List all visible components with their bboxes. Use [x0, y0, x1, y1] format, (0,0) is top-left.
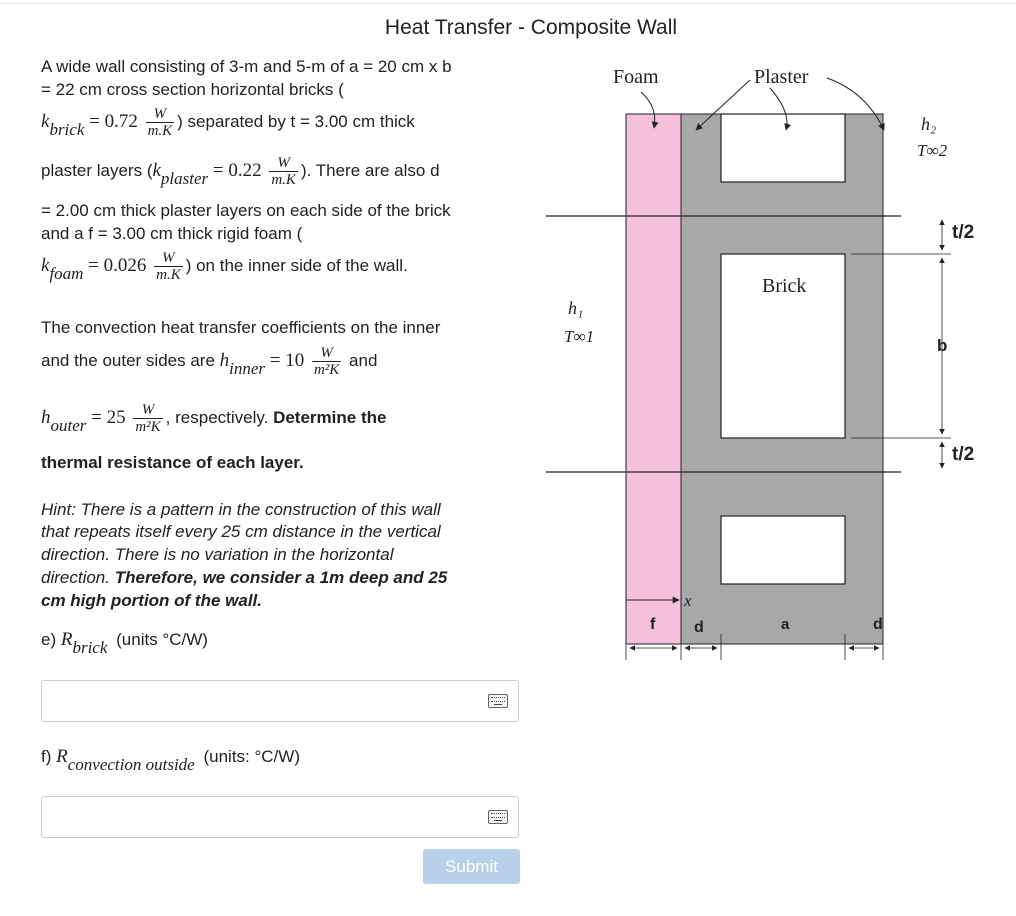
d-dimension-label-right: d	[873, 616, 883, 633]
unit-fraction: $\frac{W}{m.K}$	[147, 106, 173, 139]
h-outer-value: = 25	[91, 406, 126, 428]
part-e-answer-input[interactable]	[41, 680, 519, 722]
t-inf-2-label: T∞2	[917, 141, 948, 160]
keyboard-icon[interactable]	[488, 810, 508, 824]
t-inf-1-label: T∞1	[564, 327, 595, 346]
hint-line-1: Hint: There is a pattern in the construction of this wall	[41, 500, 441, 519]
brick-top	[721, 114, 845, 182]
problem-line-2: = 22 cm cross section horizontal bricks (	[41, 80, 344, 99]
page-title: Heat Transfer - Composite Wall	[384, 16, 678, 39]
brick-bottom	[721, 516, 845, 584]
h-inner-value: = 10	[269, 349, 305, 371]
problem-line-8: The convection heat transfer coefficients on the inner	[41, 318, 441, 337]
unit-fraction-m2k: $\frac{W}{\text{m²K}}$	[135, 402, 161, 435]
keyboard-icon[interactable]	[488, 694, 508, 708]
plaster-label: Plaster	[754, 66, 809, 88]
part-f-answer-input[interactable]	[41, 796, 519, 838]
b-dimension-label: b	[937, 336, 948, 355]
x-axis-label: x	[684, 591, 692, 610]
part-e-label: e) Rbrick (units °C/W)	[41, 629, 208, 657]
foam-layer	[626, 114, 681, 644]
unit-fraction-m2k: $\frac{W}{\text{m²K}}$	[313, 345, 340, 378]
problem-line-3b: ) separated by t = 3.00 cm thick	[177, 111, 415, 131]
d-dimension-label-left: d	[694, 619, 704, 636]
problem-line-6: and a f = 3.00 cm thick rigid foam (	[41, 224, 303, 243]
unit-fraction: $\frac{W}{m.K}$	[156, 250, 181, 283]
f-dimension-label: f	[650, 616, 656, 633]
problem-line-5: = 2.00 cm thick plaster layers on each side of the brick	[41, 201, 451, 220]
brick-label: Brick	[762, 275, 807, 297]
k-brick-sub: brick	[49, 119, 85, 139]
submit-button[interactable]: Submit	[423, 849, 520, 884]
foam-label: Foam	[613, 66, 659, 88]
k-foam-sub: foam	[49, 263, 84, 283]
k-foam-value: = 0.026	[88, 254, 147, 276]
a-dimension-label: a	[781, 616, 790, 633]
k-plaster-sub: plaster	[160, 168, 209, 188]
k-brick-value: = 0.72	[89, 110, 138, 132]
problem-line-11: thermal resistance of each layer.	[41, 453, 304, 472]
h-outer-formula: houter = 25 $\frac{W}{\text{m²K}}$ , respectively. Determine the	[41, 402, 387, 435]
part-f-label: f) Rconvection outside (units: °C/W)	[41, 746, 300, 774]
t-half-top-label: t/2	[952, 222, 975, 243]
k-brick-formula	[41, 106, 415, 139]
unit-fraction: $\frac{W}{m.K}$	[271, 155, 296, 188]
h-inner-formula: and the outer sides are hinner = 10 $\frac{W}{\text{m²K}}$ and	[41, 345, 378, 378]
composite-wall-figure	[546, 52, 1016, 672]
h-inner-sub: inner	[229, 358, 266, 378]
k-plaster-formula: plaster layers (kplaster = 0.22 $\frac{W}{m.K}$ ). There are also d	[41, 155, 440, 188]
hint-line-3: direction. There is no variation in the horizontal	[41, 545, 394, 564]
k-symbol: k	[41, 110, 50, 132]
h1-label: h₁	[568, 298, 584, 318]
hint-line-2: that repeats itself every 25 cm distance in the vertical	[41, 522, 441, 541]
problem-line-1: A wide wall consisting of 3-m and 5-m of a = 20 cm x b	[41, 57, 452, 76]
h2-label: h₂	[921, 114, 937, 134]
hint-line-4: direction. Therefore, we consider a 1m deep and 25	[41, 568, 448, 587]
top-divider	[0, 3, 1016, 4]
k-foam-formula: kfoam = 0.026 $\frac{W}{m.K}$ ) on the inner side of the wall.	[41, 250, 408, 283]
h-outer-sub: outer	[50, 415, 87, 435]
t-half-bottom-label: t/2	[952, 444, 975, 465]
hint-line-5: cm high portion of the wall.	[41, 591, 262, 610]
k-plaster-value: = 0.22	[212, 159, 262, 181]
